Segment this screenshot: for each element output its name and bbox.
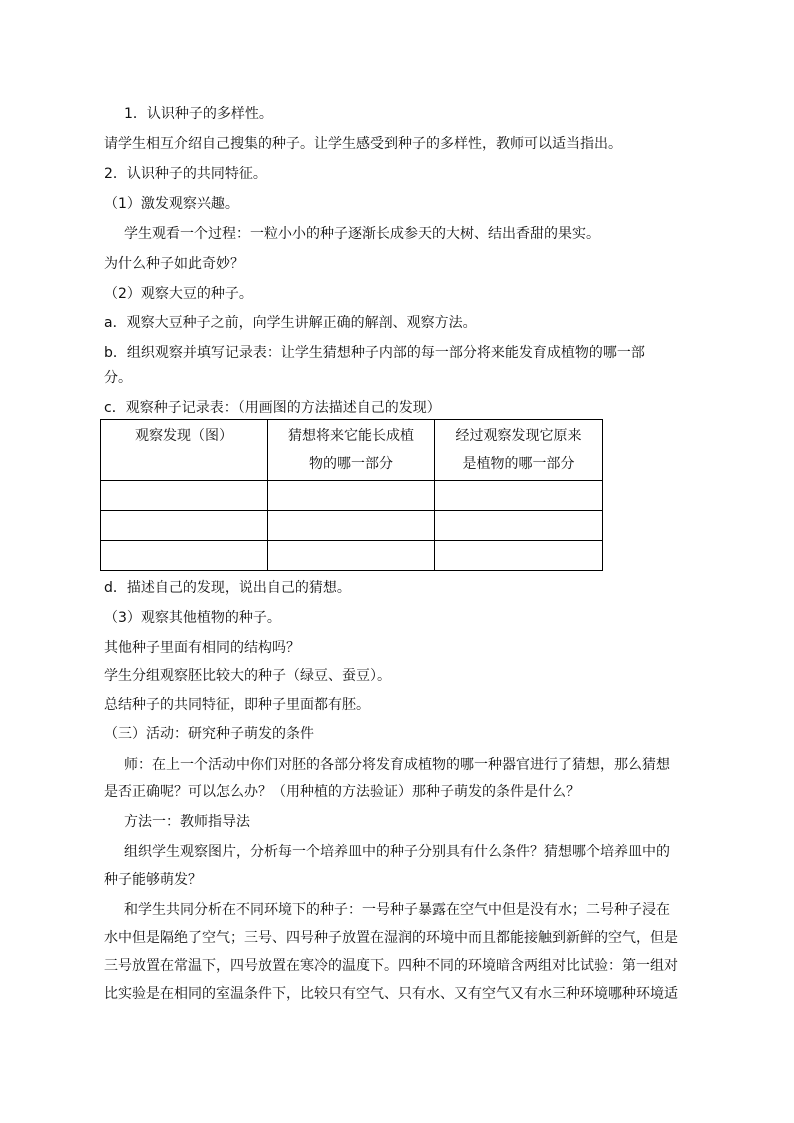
table-cell: [101, 481, 268, 511]
paragraph: 学生观看一个过程：一粒小小的种子逐渐长成参天的大树、结出香甜的果实。: [124, 226, 600, 242]
table-header-cell: 经过观察发现它原来 是植物的哪一部分: [435, 420, 603, 481]
table-caption: c．观察种子记录表：（用画图的方法描述自己的发现）: [104, 400, 441, 416]
sub-heading-1: （1）激发观察兴趣。: [104, 196, 239, 212]
table-cell: [435, 511, 603, 541]
paragraph: 是否正确呢？可以怎么办？（用种植的方法验证）那种子萌发的条件是什么？: [104, 784, 580, 800]
table-cell: [268, 481, 435, 511]
paragraph: d．描述自己的发现，说出自己的猜想。: [104, 580, 351, 596]
paragraph: 三号放置在常温下，四号放置在寒冷的温度下。四种不同的环境暗含两组对比试验：第一组对: [104, 958, 678, 974]
paragraph: 请学生相互介绍自己搜集的种子。让学生感受到种子的多样性，教师可以适当指出。: [104, 136, 622, 152]
sub-heading-3: （3）观察其他植物的种子。: [104, 610, 281, 626]
paragraph: 分。: [104, 370, 132, 386]
table-header-row: [101, 420, 603, 481]
paragraph: a．观察大豆种子之前，向学生讲解正确的解剖、观察方法。: [104, 315, 477, 331]
table-cell: [268, 541, 435, 571]
paragraph: 为什么种子如此奇妙？: [104, 256, 244, 272]
paragraph: 其他种子里面有相同的结构吗？: [104, 640, 300, 656]
table-cell: [435, 481, 603, 511]
table-row: [101, 481, 603, 511]
table-row: [101, 511, 603, 541]
paragraph: 和学生共同分析在不同环境下的种子：一号种子暴露在空气中但是没有水；二号种子浸在: [124, 902, 670, 918]
method-heading: 方法一：教师指导法: [124, 814, 250, 830]
paragraph: 组织学生观察图片，分析每一个培养皿中的种子分别具有什么条件？猜想哪个培养皿中的: [124, 844, 670, 860]
paragraph: 师：在上一个活动中你们对胚的各部分将发育成植物的哪一种器官进行了猜想，那么猜想: [124, 757, 670, 773]
table-cell: [101, 511, 268, 541]
table-header-cell: 猜想将来它能长成植 物的哪一部分: [268, 420, 435, 481]
table-header-cell: 观察发现（图）: [101, 420, 268, 481]
table-cell: [435, 541, 603, 571]
item-1-heading: 1．认识种子的多样性。: [124, 106, 273, 122]
section-heading: （三）活动：研究种子萌发的条件: [104, 726, 314, 742]
paragraph: 种子能够萌发？: [104, 872, 202, 888]
paragraph: 总结种子的共同特征，即种子里面都有胚。: [104, 697, 370, 713]
paragraph: 学生分组观察胚比较大的种子（绿豆、蚕豆）。: [104, 668, 391, 684]
item-2-heading: 2．认识种子的共同特征。: [104, 166, 267, 182]
paragraph: 水中但是隔绝了空气；三号、四号种子放置在湿润的环境中而且都能接触到新鲜的空气，但是: [104, 930, 678, 946]
paragraph: 比实验是在相同的室温条件下，比较只有空气、只有水、又有空气又有水三种环境哪种环境适: [104, 986, 678, 1002]
table-row: [101, 541, 603, 571]
table-cell: [101, 541, 268, 571]
paragraph: b．组织观察并填写记录表：让学生猜想种子内部的每一部分将来能发育成植物的哪一部: [104, 345, 645, 361]
sub-heading-2: （2）观察大豆的种子。: [104, 286, 253, 302]
table-cell: [268, 511, 435, 541]
observation-record-table: [100, 419, 603, 571]
